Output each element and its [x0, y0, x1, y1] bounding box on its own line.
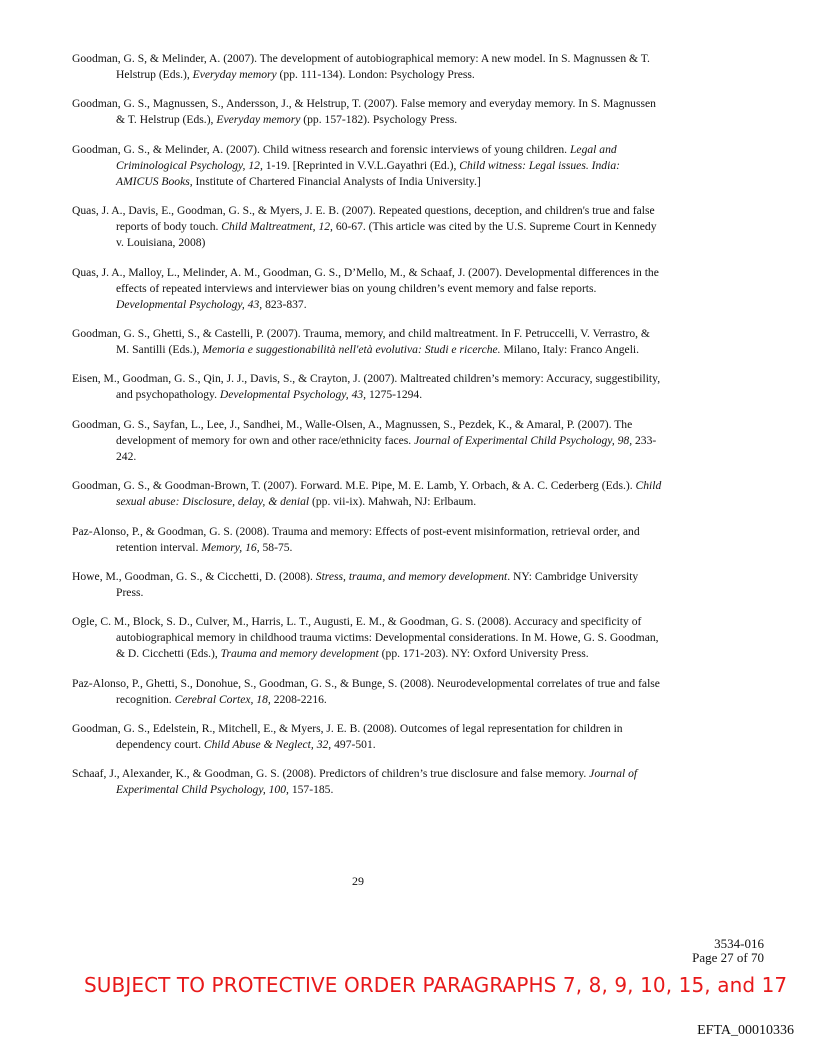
reference-text: 823-837.: [262, 297, 307, 311]
reference-text: Milano, Italy: Franco Angeli.: [500, 342, 640, 356]
reference-text: 58-75.: [259, 540, 293, 554]
reference-text: Goodman, G. S, & Melinder, A. (2007). The development of autobiographical memory: A new model. In S. Magnussen & T. Helstrup (Eds.),: [72, 52, 650, 81]
reference-entry: [72, 676, 662, 708]
reference-source-title: Journal of Experimental Child Psychology, 100,: [116, 767, 638, 797]
reference-text: 233-242.: [116, 433, 657, 463]
reference-text: (pp. 111-134). London: Psychology Press.: [276, 68, 475, 81]
reference-text: Goodman, G. S., Ghetti, S., & Castelli, P. (2007). Trauma, memory, and child maltreatment. In F. Petruccelli, V. Verrastro, & M. Santilli (Eds.),: [72, 326, 650, 356]
reference-entry: [72, 417, 662, 465]
reference-source-title: Cerebral Cortex, 18,: [174, 692, 271, 706]
reference-entry: [72, 96, 662, 128]
reference-text: 1275-1294.: [366, 388, 423, 402]
reference-entry: [72, 371, 662, 403]
reference-text: 157-185.: [288, 783, 334, 797]
reference-source-title: Memory, 16,: [201, 540, 260, 554]
reference-text: Schaaf, J., Alexander, K., & Goodman, G. S. (2008). Predictors of children’s true disclosure and false memory.: [72, 767, 590, 781]
reference-source-title: Legal and Criminological Psychology, 12,: [116, 142, 617, 172]
reference-entry: [72, 766, 662, 798]
case-stamp: [692, 937, 764, 965]
case-number: 3534-016: [714, 936, 764, 951]
reference-source-title: Everyday memory: [216, 113, 301, 127]
reference-text: Goodman, G. S., Sayfan, L., Lee, J., Sandhei, M., Walle-Olsen, A., Magnussen, S., Pezdek, K., & Amaral, P. (2007). The development of memory for own and other race/ethnicity faces.: [72, 417, 633, 447]
reference-text: Goodman, G. S., & Goodman-Brown, T. (2007). Forward. M.E. Pipe, M. E. Lamb, Y. Orbach, & A. C. Cederberg (Eds.).: [72, 479, 636, 493]
reference-source-title: Child Maltreatment, 12,: [221, 220, 333, 234]
reference-text: (pp. vii-ix). Mahwah, NJ: Erlbaum.: [309, 495, 477, 509]
protective-order-notice: SUBJECT TO PROTECTIVE ORDER PARAGRAPHS 7, 8, 9, 10, 15, and 17: [84, 973, 788, 997]
reference-text: Paz-Alonso, P., & Goodman, G. S. (2008). Trauma and memory: Effects of post-event misinformation, retrieval order, and retention interval.: [72, 524, 640, 554]
reference-text: Howe, M., Goodman, G. S., & Cicchetti, D. (2008).: [72, 569, 316, 583]
reference-text: 2208-2216.: [270, 692, 327, 706]
reference-entry: [72, 614, 662, 662]
reference-source-title: Child witness: Legal issues. India: AMICUS Books,: [116, 158, 620, 188]
reference-source-title: Trauma and memory development: [220, 647, 379, 661]
reference-text: (pp. 171-203). NY: Oxford University Press.: [378, 647, 589, 661]
reference-list: [72, 51, 662, 812]
reference-text: (pp. 157-182). Psychology Press.: [300, 113, 458, 127]
reference-text: Ogle, C. M., Block, S. D., Culver, M., Harris, L. T., Augusti, E. M., & Goodman, G. S. (2008). Accuracy and specificity of autobiographical memory in childhood trauma victims: Developmental considerations. In M. Howe, G. S. Goodman, & D. Cicchetti (Eds.),: [72, 615, 659, 661]
reference-text: Goodman, G. S., & Melinder, A. (2007). Child witness research and forensic interviews of young children.: [72, 142, 570, 156]
reference-source-title: Stress, trauma, and memory development: [315, 569, 508, 583]
reference-source-title: Journal of Experimental Child Psychology, 98,: [414, 433, 633, 447]
bates-number: EFTA_00010336: [697, 1023, 794, 1038]
page-number: 29: [352, 874, 364, 888]
reference-text: Quas, J. A., Davis, E., Goodman, G. S., & Myers, J. E. B. (2007). Repeated questions, deception, and children's true and false reports of body touch.: [72, 204, 655, 234]
reference-source-title: Child Abuse & Neglect, 32,: [203, 738, 332, 752]
reference-entry: [72, 524, 662, 556]
reference-source-title: Developmental Psychology, 43,: [116, 297, 263, 311]
reference-source-title: Child sexual abuse: Disclosure, delay, & denial: [116, 479, 662, 509]
reference-text: Institute of Chartered Financial Analysts of India University.]: [192, 174, 481, 188]
reference-source-title: Developmental Psychology, 43,: [219, 388, 367, 402]
reference-text: Goodman, G. S., Edelstein, R., Mitchell, E., & Myers, J. E. B. (2008). Outcomes of legal representation for children in dependency court.: [72, 722, 623, 752]
reference-text: Quas, J. A., Malloy, L., Melinder, A. M., Goodman, G. S., D’Mello, M., & Schaaf, J. (2007). Developmental differences in the effects of repeated interviews and interviewer bias on young children’s event memory and false reports.: [72, 265, 659, 295]
reference-text: Paz-Alonso, P., Ghetti, S., Donohue, S., Goodman, G. S., & Bunge, S. (2008). Neurodevelopmental correlates of true and false recognition.: [72, 676, 660, 706]
reference-text: Goodman, G. S., Magnussen, S., Andersson, J., & Helstrup, T. (2007). False memory and everyday memory. In S. Magnussen & T. Helstrup (Eds.),: [72, 97, 656, 127]
reference-entry: [72, 326, 662, 358]
page-of-total: Page 27 of 70: [692, 950, 764, 965]
reference-text: Eisen, M., Goodman, G. S., Qin, J. J., Davis, S., & Crayton, J. (2007). Maltreated children’s memory: Accuracy, suggestibility, and psychopathology.: [72, 372, 661, 402]
reference-entry: [72, 721, 662, 753]
reference-entry: [72, 51, 662, 83]
reference-entry: [72, 203, 662, 251]
reference-entry: [72, 569, 662, 601]
reference-entry: [72, 265, 662, 313]
reference-text: 497-501.: [331, 738, 376, 752]
reference-text: 1-19. [Reprinted in V.V.L.Gayathri (Ed.),: [262, 158, 460, 172]
reference-text: 60-67. (This article was cited by the U.S. Supreme Court in Kennedy v. Louisiana, 2008): [116, 220, 657, 250]
reference-entry: [72, 142, 662, 190]
reference-text: . NY: Cambridge University Press.: [116, 569, 639, 599]
reference-source-title: Everyday memory: [192, 68, 277, 81]
reference-source-title: Memoria e suggestionabilità nell'età evolutiva: Studi e ricerche.: [202, 342, 501, 356]
reference-entry: [72, 478, 662, 510]
